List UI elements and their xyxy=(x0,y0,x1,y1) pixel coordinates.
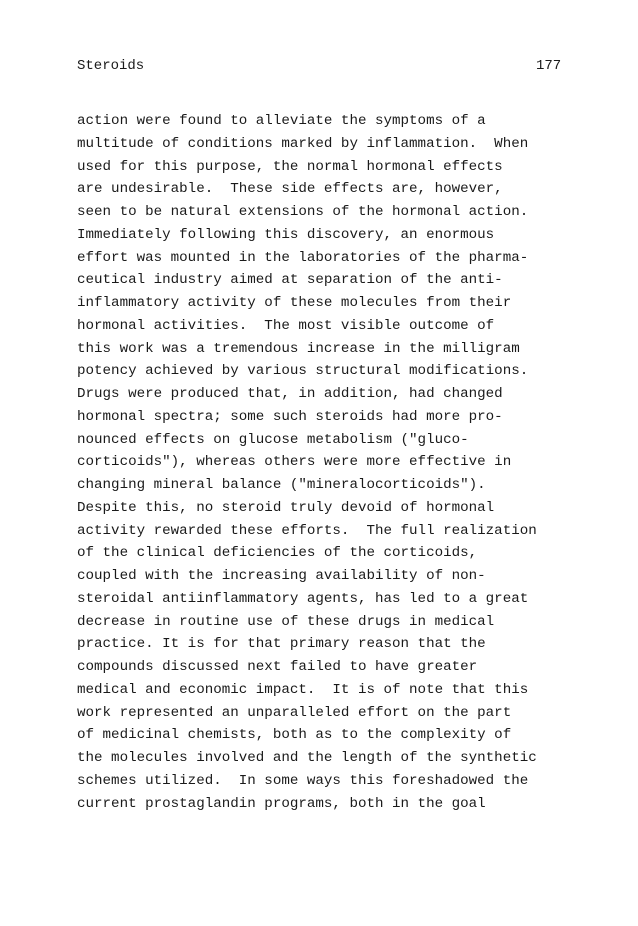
text-line: changing mineral balance ("mineralocorticoids"). xyxy=(77,477,486,493)
running-title: Steroids xyxy=(77,58,145,74)
text-line: steroidal antiinflammatory agents, has led to a great xyxy=(77,590,529,607)
text-line: practice. It is for that primary reason that the xyxy=(77,636,486,653)
text-line: current prostaglandin programs, both in the goal xyxy=(77,795,486,812)
text-line: potency achieved by various structural modifications. xyxy=(77,363,529,380)
page-number: 177 xyxy=(536,58,562,74)
text-line: decrease in routine use of these drugs in medical xyxy=(77,613,495,630)
text-line: ceutical industry aimed at separation of the anti- xyxy=(77,272,503,289)
text-line: Immediately following this discovery, an enormous xyxy=(77,226,495,243)
text-line: coupled with the increasing availability of non- xyxy=(77,568,486,584)
text-line: are undesirable. These side effects are, however, xyxy=(77,181,503,198)
text-line: medical and economic impact. It is of note that this xyxy=(77,681,529,698)
text-line: compounds discussed next failed to have greater xyxy=(77,659,478,675)
text-line: schemes utilized. In some ways this foreshadowed the xyxy=(77,772,529,789)
text-line: nounced effects on glucose metabolism ("gluco- xyxy=(77,431,469,448)
text-line: of medicinal chemists, both as to the complexity of xyxy=(77,727,512,744)
text-line: seen to be natural extensions of the hormonal action. xyxy=(77,204,529,220)
text-line: the molecules involved and the length of the synthetic xyxy=(77,750,537,766)
text-line: multitude of conditions marked by inflammation. When xyxy=(77,135,529,152)
text-line: hormonal spectra; some such steroids had more pro- xyxy=(77,408,503,425)
body-paragraph xyxy=(77,110,617,815)
text-line: of the clinical deficiencies of the corticoids, xyxy=(77,545,478,562)
text-line: action were found to alleviate the symptoms of a xyxy=(77,113,486,129)
text-line: corticoids"), whereas others were more effective in xyxy=(77,454,512,471)
text-line: work represented an unparalleled effort on the part xyxy=(77,704,512,721)
text-line: Drugs were produced that, in addition, had changed xyxy=(77,386,503,402)
text-line: effort was mounted in the laboratories of the pharma- xyxy=(77,249,529,266)
text-line: activity rewarded these efforts. The full realization xyxy=(77,522,537,539)
text-line: inflammatory activity of these molecules from their xyxy=(77,295,512,311)
text-line: hormonal activities. The most visible outcome of xyxy=(77,317,495,334)
text-line: used for this purpose, the normal hormonal effects xyxy=(77,158,503,175)
text-line: this work was a tremendous increase in the milligram xyxy=(77,340,520,357)
text-line: Despite this, no steroid truly devoid of hormonal xyxy=(77,499,495,516)
